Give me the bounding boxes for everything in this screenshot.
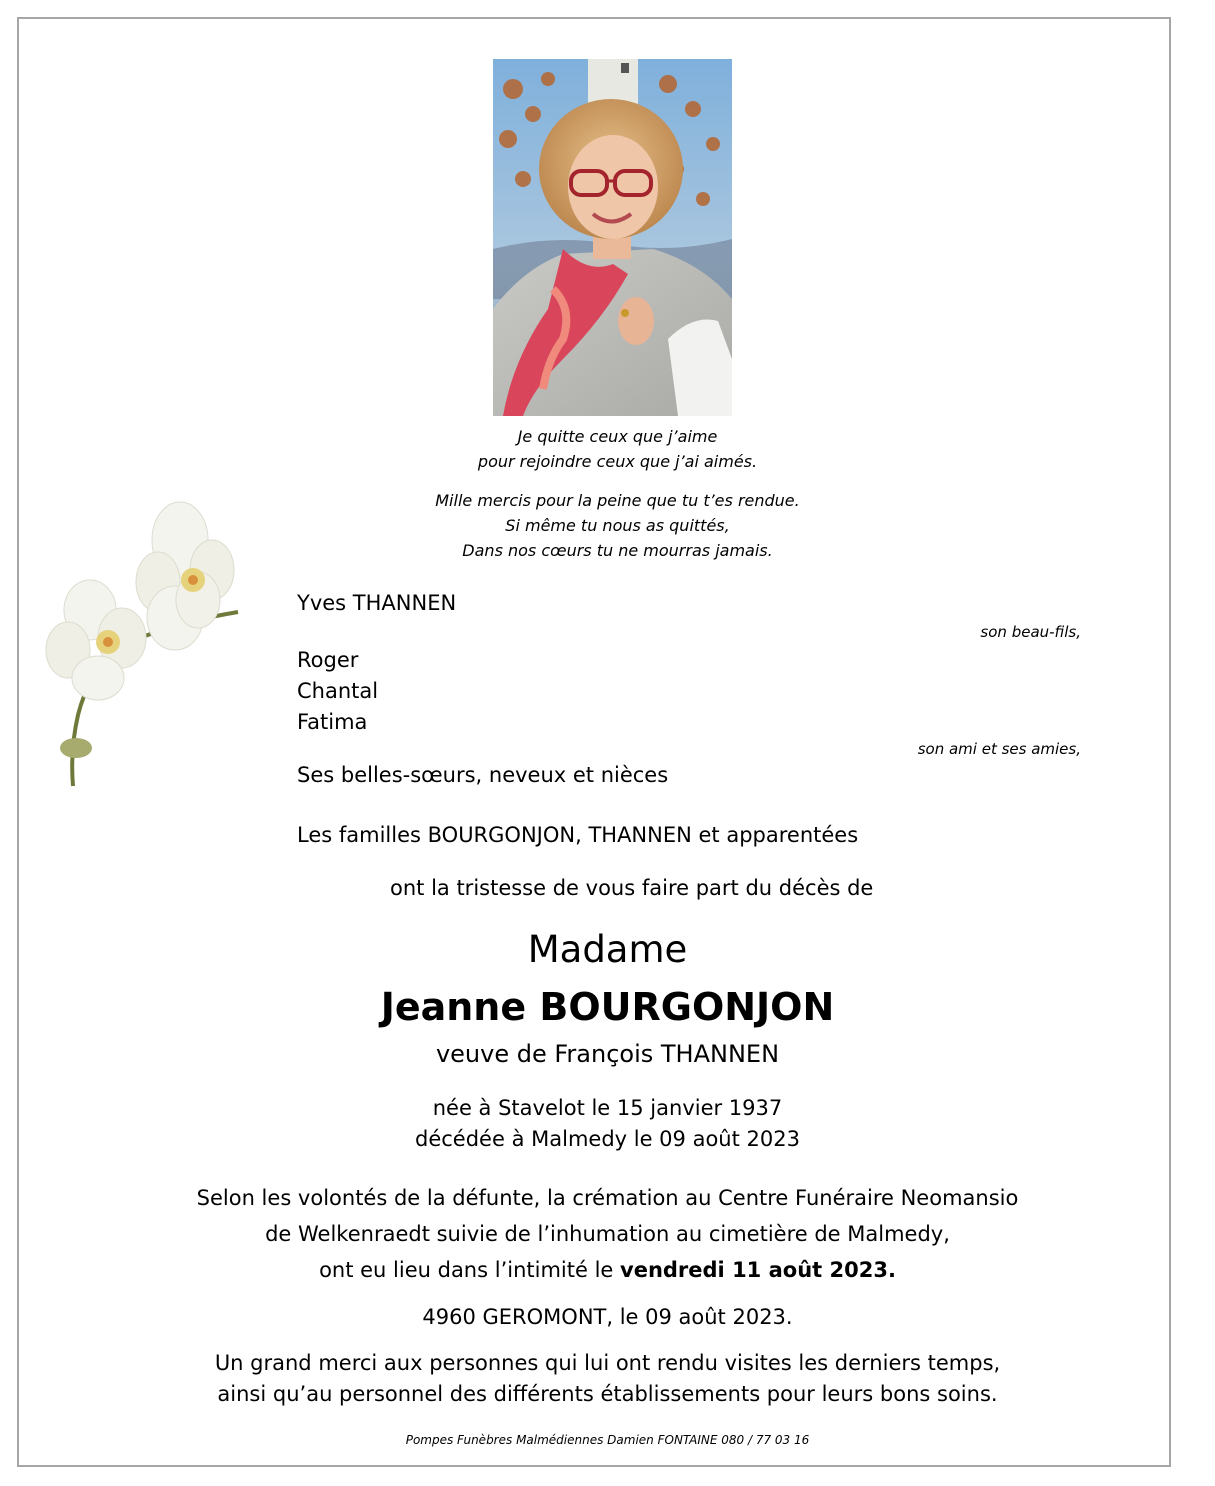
quote-block-2: [300, 488, 935, 563]
birth-info: née à Stavelot le 15 janvier 1937: [432, 1096, 783, 1120]
ceremony-line-3: [0, 1258, 1215, 1282]
quote-line: Si même tu nous as quittés,: [505, 516, 730, 535]
quote-line: Mille mercis pour la peine que tu t’es rendue.: [435, 491, 800, 510]
family-fatima: Fatima: [297, 710, 368, 734]
thanks-line-1: Un grand merci aux personnes qui lui ont rendu visites les derniers temps,: [214, 1351, 1001, 1375]
funeral-home-footer: Pompes Funèbres Malmédiennes Damien FONTAINE 080 / 77 03 16: [405, 1433, 810, 1447]
ceremony-line-2: de Welkenraedt suivie de l’inhumation au cimetière de Malmedy,: [265, 1222, 950, 1246]
ceremony-line-1: Selon les volontés de la défunte, la crémation au Centre Funéraire Neomansio: [196, 1186, 1019, 1210]
ceremony-date: vendredi 11 août 2023.: [620, 1258, 896, 1282]
deceased-name: Jeanne BOURGONJON: [380, 985, 835, 1029]
family-chantal: Chantal: [297, 679, 379, 703]
death-info: décédée à Malmedy le 09 août 2023: [415, 1127, 800, 1151]
family-yves: Yves THANNEN: [297, 591, 457, 615]
place-date: 4960 GEROMONT, le 09 août 2023.: [422, 1305, 793, 1329]
quote-line: pour rejoindre ceux que j’ai aimés.: [477, 452, 758, 471]
family-children: [297, 645, 378, 738]
deceased-widow-of: veuve de François THANNEN: [435, 1040, 780, 1068]
family-families: Les familles BOURGONJON, THANNEN et apparentées: [297, 823, 859, 847]
family-roger: Roger: [297, 648, 359, 672]
announcement-text: ont la tristesse de vous faire part du décès de: [390, 876, 874, 900]
quote-line: Dans nos cœurs tu ne mourras jamais.: [462, 541, 773, 560]
deceased-title: Madame: [527, 928, 688, 971]
orchid-illustration: [40, 500, 240, 788]
quote-line: Je quitte ceux que j’aime: [517, 427, 718, 446]
family-in-laws: Ses belles-sœurs, neveux et nièces: [297, 763, 669, 787]
relation-friends: son ami et ses amies,: [917, 740, 1081, 758]
ceremony-line-3-prefix: ont eu lieu dans l’intimité le: [319, 1258, 621, 1282]
quote-block-1: [300, 424, 935, 474]
relation-beau-fils: son beau-fils,: [980, 623, 1081, 641]
portrait-photo: [493, 59, 732, 416]
thanks-line-2: ainsi qu’au personnel des différents établissements pour leurs bons soins.: [217, 1382, 998, 1406]
